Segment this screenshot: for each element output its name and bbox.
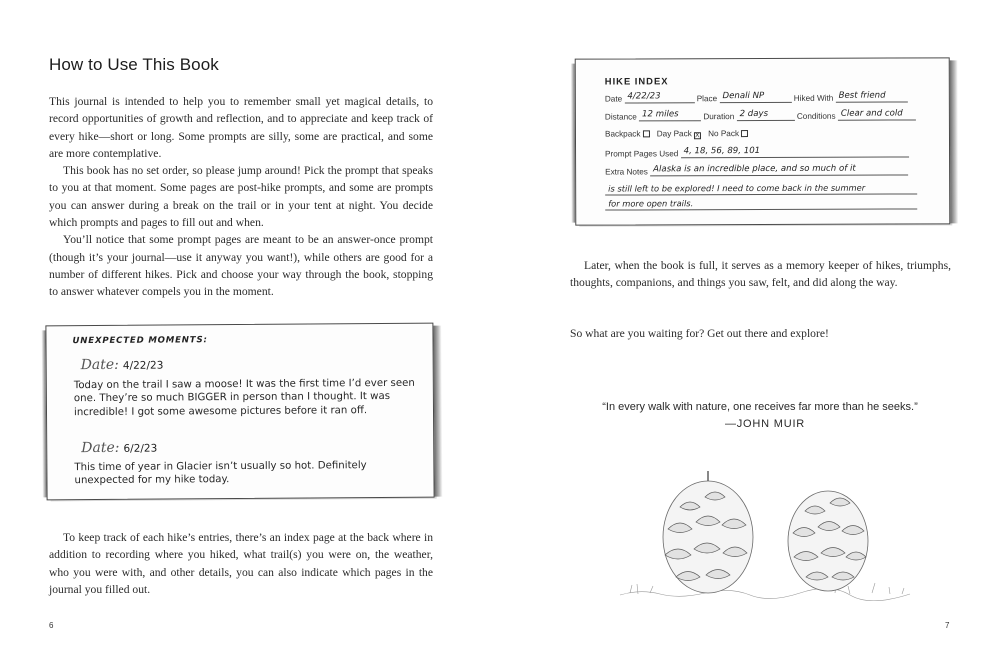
intro-paragraph-3: You’ll notice that some prompt pages are meant to be an answer-once prompt (though it’s your journal—use it anyway you want!), while others are good for a number of different hikes. Pick and choose your way through the book, stopping to answer whatever compels you in the moment. <box>49 233 433 299</box>
waiting-paragraph: So what are you waiting for? Get out there and explore! <box>570 327 829 340</box>
page-number-left: 6 <box>49 621 54 630</box>
hike-row-prompt-pages: Prompt Pages Used 4, 18, 56, 89, 101 <box>605 146 909 158</box>
note-line <box>605 180 917 195</box>
muir-quote: “In every walk with nature, one receives far more than he seeks.” <box>602 401 918 413</box>
page-title: How to Use This Book <box>49 55 219 74</box>
hike-index-card <box>575 57 951 225</box>
later-text <box>570 257 951 292</box>
hike-row-date: Date 4/22/23 Place Denali NP Hiked With Best friend <box>605 91 908 103</box>
note-line <box>605 195 917 210</box>
entry-text: Today on the trail I saw a moose! It was the first time I’d ever seen one. They’re so much BIGGER in person than I thought. It was incredible! I got some awesome pictures before it ran off. <box>73 377 415 418</box>
intro-text <box>49 93 433 301</box>
waiting-text <box>570 325 951 342</box>
intro-paragraph-1: This journal is intended to help you to remember small yet magical details, to record opportunities of growth and reflection, and to appreciate and keep track of every hike—short or long. Some prompts are silly, some are practical, and some are more contemplative. <box>49 95 433 160</box>
duration-value: 2 days <box>739 108 769 120</box>
hike-index-title: HIKE INDEX <box>604 75 669 87</box>
distance-value: 12 miles <box>642 109 679 120</box>
conditions-value: Clear and cold <box>840 108 903 119</box>
entry-date: Date: 4/22/23 <box>80 356 164 374</box>
later-paragraph: Later, when the book is full, it serves as a memory keeper of hikes, triumphs, thoughts, companions, and things you saw, felt, and did along the way. <box>570 259 951 290</box>
prompt-pages-value: 4, 18, 56, 89, 101 <box>683 146 761 157</box>
pine-cones-illustration <box>610 467 920 607</box>
moments-heading: UNEXPECTED MOMENTS: <box>72 335 208 347</box>
pine-cone-left <box>663 471 753 593</box>
hike-row-distance: Distance 12 miles Duration 2 days Conditions Clear and cold <box>605 109 916 121</box>
backpack-checkbox <box>642 130 649 137</box>
date-value: 4/22/23 <box>627 91 661 102</box>
tracking-text <box>49 529 433 598</box>
tracking-paragraph: To keep track of each hike’s entries, there’s an index page at the back where in addition to recording where you hiked, what trail(s) you were on, the weather, who you were with, and other details, you can also indicate which pages in the journal you filled out. <box>49 531 433 596</box>
place-value: Denali NP <box>722 90 765 102</box>
day-pack-checkbox: X <box>694 132 700 140</box>
page-number-right: 7 <box>945 621 950 630</box>
entry-date: Date: 6/2/23 <box>81 439 158 457</box>
hike-row-pack: Backpack Day Pack X No Pack <box>605 129 753 140</box>
extra-notes-line-2: is still left to be explored! I need to come back in the summer <box>608 182 866 194</box>
extra-notes-line-1: Alaska is an incredible place, and so much of it <box>653 163 856 175</box>
quote-attribution: —JOHN MUIR <box>724 418 806 430</box>
hiked-with-value: Best friend <box>838 90 886 101</box>
hike-row-extra-notes: Extra Notes Alaska is an incredible place, and so much of it <box>605 164 908 176</box>
pine-cone-right <box>788 491 868 591</box>
extra-notes-line-3: for more open trails. <box>608 198 694 209</box>
entry-text: This time of year in Glacier isn’t usually so hot. Definitely unexpected for my hike today. <box>74 460 367 487</box>
unexpected-moments-card <box>45 323 434 501</box>
no-pack-checkbox <box>741 130 748 137</box>
intro-paragraph-2: This book has no set order, so please jump around! Pick the prompt that speaks to you at that moment. Some pages are post-hike prompts, and some are prompts you can answer during a break on the trail or in your tent at night. You decide which prompts and pages to fill out and when. <box>49 164 433 230</box>
